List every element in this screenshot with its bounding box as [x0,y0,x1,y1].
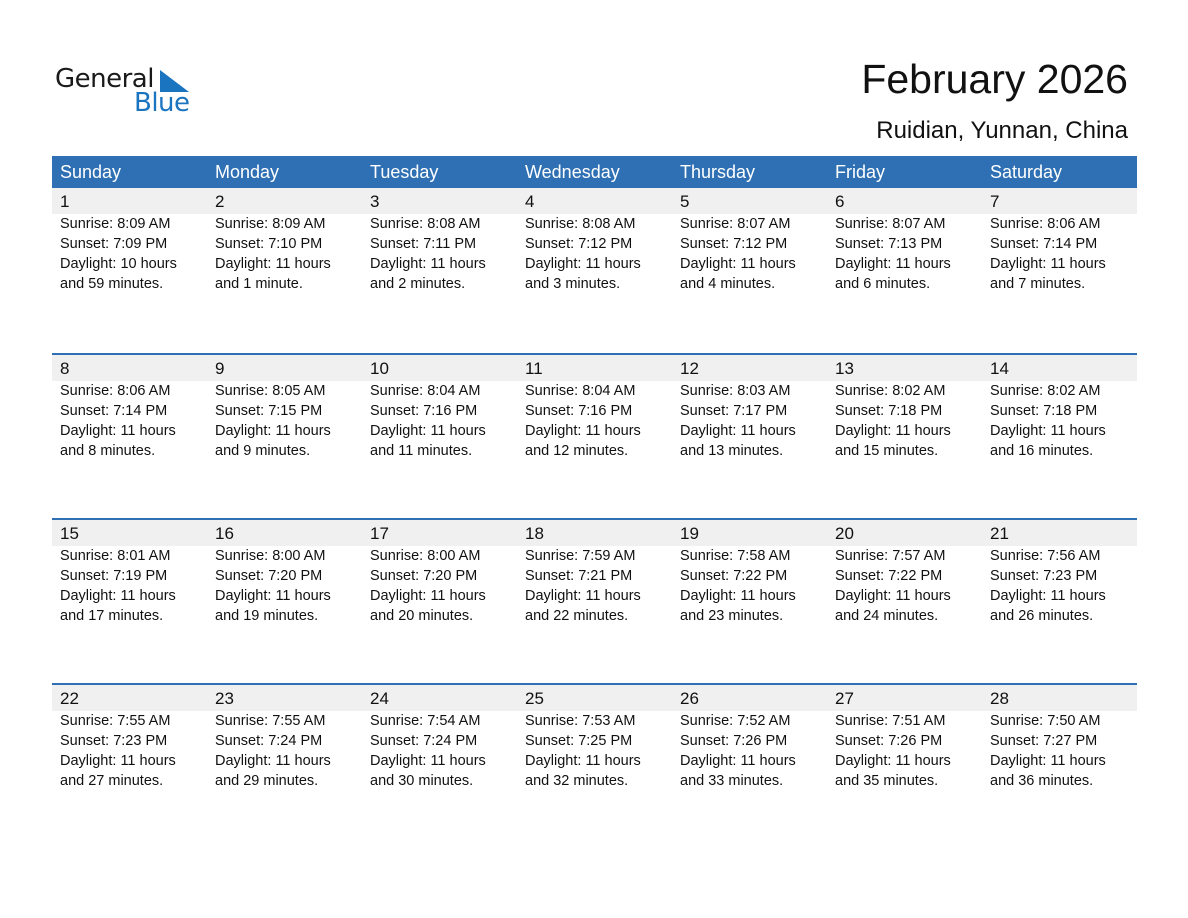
day-number: 20 [835,524,854,543]
day-cell [52,188,207,294]
generalblue-logo [55,62,205,122]
week-cells [52,188,1137,294]
day-cell [517,355,672,461]
daylight-text: Daylight: 11 hours [835,423,951,439]
day-cell [207,685,362,791]
day-cell [672,520,827,626]
sunrise-text: Sunrise: 7:53 AM [525,713,636,729]
sunset-text: Sunset: 7:21 PM [525,568,633,584]
location-subtitle: Ruidian, Yunnan, China [876,117,1128,144]
sunrise-text: Sunrise: 7:58 AM [680,548,791,564]
day-number: 8 [60,359,70,378]
sunset-text: Sunset: 7:20 PM [215,568,323,584]
sunrise-text: Sunrise: 7:54 AM [370,713,481,729]
daylight-text: Daylight: 11 hours [215,423,331,439]
day-number: 28 [990,689,1009,708]
day-cell [517,188,672,294]
daylight-minutes-text: and 22 minutes. [525,608,629,624]
daylight-minutes-text: and 2 minutes. [370,276,466,292]
day-number: 15 [60,524,79,543]
daylight-minutes-text: and 8 minutes. [60,443,156,459]
sunrise-text: Sunrise: 7:59 AM [525,548,636,564]
daylight-text: Daylight: 11 hours [835,753,951,769]
sunset-text: Sunset: 7:11 PM [370,236,477,252]
daylight-minutes-text: and 19 minutes. [215,608,319,624]
sunset-text: Sunset: 7:22 PM [680,568,788,584]
sunset-text: Sunset: 7:18 PM [835,403,943,419]
calendar-grid [52,156,1137,848]
sunset-text: Sunset: 7:16 PM [370,403,478,419]
week-cells [52,520,1137,626]
sunrise-text: Sunrise: 8:04 AM [525,383,636,399]
sunset-text: Sunset: 7:12 PM [525,236,633,252]
daylight-minutes-text: and 9 minutes. [215,443,311,459]
day-cell [827,355,982,461]
daylight-text: Daylight: 11 hours [525,423,641,439]
daylight-text: Daylight: 11 hours [60,753,176,769]
sunrise-text: Sunrise: 7:51 AM [835,713,946,729]
day-number: 6 [835,192,845,211]
day-cell [672,188,827,294]
sunset-text: Sunset: 7:19 PM [60,568,168,584]
daylight-text: Daylight: 11 hours [680,588,796,604]
daylight-text: Daylight: 11 hours [215,256,331,272]
sunset-text: Sunset: 7:12 PM [680,236,788,252]
sunset-text: Sunset: 7:09 PM [60,236,168,252]
sunrise-text: Sunrise: 8:06 AM [60,383,171,399]
sunrise-text: Sunrise: 8:09 AM [215,216,326,232]
day-cell [52,685,207,791]
day-cell [517,685,672,791]
sunrise-text: Sunrise: 7:52 AM [680,713,791,729]
daylight-text: Daylight: 11 hours [525,256,641,272]
week-row [52,683,1137,848]
week-cells [52,685,1137,791]
day-number: 7 [990,192,1000,211]
day-number: 25 [525,689,544,708]
sunset-text: Sunset: 7:24 PM [215,733,323,749]
sunrise-text: Sunrise: 7:50 AM [990,713,1101,729]
daylight-minutes-text: and 32 minutes. [525,773,629,789]
daylight-minutes-text: and 36 minutes. [990,773,1094,789]
sunrise-text: Sunrise: 8:02 AM [835,383,946,399]
sunset-text: Sunset: 7:18 PM [990,403,1098,419]
daylight-minutes-text: and 30 minutes. [370,773,474,789]
daylight-text: Daylight: 11 hours [370,588,486,604]
weekday-header: Thursday [680,162,756,182]
sunrise-text: Sunrise: 8:08 AM [370,216,481,232]
sunset-text: Sunset: 7:24 PM [370,733,478,749]
sunset-text: Sunset: 7:20 PM [370,568,478,584]
day-number: 18 [525,524,544,543]
daylight-text: Daylight: 11 hours [370,423,486,439]
daylight-minutes-text: and 33 minutes. [680,773,784,789]
sunset-text: Sunset: 7:27 PM [990,733,1098,749]
day-number: 5 [680,192,690,211]
day-cell [982,685,1137,791]
daylight-text: Daylight: 11 hours [835,588,951,604]
day-cell [207,520,362,626]
day-cell [52,355,207,461]
logo-text-general: General [55,64,154,94]
daylight-minutes-text: and 3 minutes. [525,276,621,292]
sunrise-text: Sunrise: 8:07 AM [680,216,791,232]
weekday-header: Monday [215,162,280,182]
daylight-text: Daylight: 11 hours [835,256,951,272]
daylight-minutes-text: and 20 minutes. [370,608,474,624]
day-cell [982,520,1137,626]
sunrise-text: Sunrise: 7:56 AM [990,548,1101,564]
day-cell [207,355,362,461]
day-cell [362,685,517,791]
day-cell [517,520,672,626]
day-number: 24 [370,689,389,708]
sunset-text: Sunset: 7:17 PM [680,403,788,419]
day-number: 2 [215,192,225,211]
sunset-text: Sunset: 7:16 PM [525,403,633,419]
daylight-text: Daylight: 11 hours [215,753,331,769]
sunrise-text: Sunrise: 8:09 AM [60,216,171,232]
day-number: 9 [215,359,225,378]
sunrise-text: Sunrise: 8:06 AM [990,216,1101,232]
weekday-header: Sunday [60,162,122,182]
daylight-minutes-text: and 15 minutes. [835,443,939,459]
day-number: 10 [370,359,389,378]
day-number: 16 [215,524,234,543]
sunrise-text: Sunrise: 8:03 AM [680,383,791,399]
sunrise-text: Sunrise: 7:57 AM [835,548,946,564]
day-number: 26 [680,689,699,708]
day-number: 23 [215,689,234,708]
daylight-minutes-text: and 11 minutes. [370,443,473,459]
day-cell [827,685,982,791]
week-cells [52,355,1137,461]
daylight-text: Daylight: 11 hours [60,423,176,439]
daylight-minutes-text: and 59 minutes. [60,276,164,292]
day-number: 4 [525,192,535,211]
weeks-container [52,188,1137,848]
daylight-text: Daylight: 11 hours [370,256,486,272]
sunrise-text: Sunrise: 8:00 AM [215,548,326,564]
day-number: 14 [990,359,1009,378]
daylight-minutes-text: and 29 minutes. [215,773,319,789]
day-cell [362,188,517,294]
daylight-minutes-text: and 6 minutes. [835,276,931,292]
daylight-text: Daylight: 11 hours [680,423,796,439]
sunset-text: Sunset: 7:22 PM [835,568,943,584]
day-number: 13 [835,359,854,378]
day-cell [207,188,362,294]
daylight-minutes-text: and 12 minutes. [525,443,629,459]
sunset-text: Sunset: 7:15 PM [215,403,323,419]
sunrise-text: Sunrise: 8:00 AM [370,548,481,564]
daylight-text: Daylight: 11 hours [525,753,641,769]
daylight-minutes-text: and 23 minutes. [680,608,784,624]
sunset-text: Sunset: 7:23 PM [990,568,1098,584]
sunrise-text: Sunrise: 8:07 AM [835,216,946,232]
daylight-minutes-text: and 17 minutes. [60,608,164,624]
sunrise-text: Sunrise: 8:01 AM [60,548,171,564]
daylight-minutes-text: and 1 minute. [215,276,303,292]
sunset-text: Sunset: 7:13 PM [835,236,943,252]
logo-text-blue: Blue [134,88,190,118]
daylight-text: Daylight: 11 hours [990,423,1106,439]
week-row [52,518,1137,683]
week-row [52,188,1137,353]
daylight-minutes-text: and 16 minutes. [990,443,1094,459]
daylight-text: Daylight: 10 hours [60,256,177,272]
sunrise-text: Sunrise: 8:08 AM [525,216,636,232]
day-number: 11 [525,359,543,378]
weekday-header: Friday [835,162,886,182]
day-number: 27 [835,689,854,708]
day-cell [672,685,827,791]
daylight-minutes-text: and 24 minutes. [835,608,939,624]
day-number: 22 [60,689,79,708]
daylight-minutes-text: and 4 minutes. [680,276,776,292]
week-row [52,353,1137,518]
sunset-text: Sunset: 7:23 PM [60,733,168,749]
daylight-text: Daylight: 11 hours [370,753,486,769]
sunrise-text: Sunrise: 8:02 AM [990,383,1101,399]
daylight-text: Daylight: 11 hours [680,753,796,769]
day-cell [982,188,1137,294]
sunset-text: Sunset: 7:26 PM [680,733,788,749]
day-number: 3 [370,192,380,211]
day-cell [362,520,517,626]
page-title: February 2026 [861,56,1128,102]
daylight-minutes-text: and 27 minutes. [60,773,164,789]
weekday-header: Saturday [990,162,1063,182]
daylight-minutes-text: and 7 minutes. [990,276,1086,292]
day-number: 12 [680,359,699,378]
daylight-minutes-text: and 13 minutes. [680,443,784,459]
sunset-text: Sunset: 7:25 PM [525,733,633,749]
daylight-text: Daylight: 11 hours [680,256,796,272]
daylight-text: Daylight: 11 hours [990,753,1106,769]
sunset-text: Sunset: 7:14 PM [60,403,168,419]
weekday-header: Tuesday [370,162,439,182]
day-number: 1 [60,192,70,211]
day-cell [672,355,827,461]
daylight-text: Daylight: 11 hours [215,588,331,604]
day-number: 17 [370,524,389,543]
weekday-header-row [52,156,1137,188]
day-number: 19 [680,524,699,543]
daylight-minutes-text: and 26 minutes. [990,608,1094,624]
day-cell [362,355,517,461]
daylight-text: Daylight: 11 hours [990,588,1106,604]
sunrise-text: Sunrise: 8:05 AM [215,383,326,399]
daylight-text: Daylight: 11 hours [60,588,176,604]
day-number: 21 [990,524,1009,543]
sunrise-text: Sunrise: 7:55 AM [215,713,326,729]
day-cell [982,355,1137,461]
sunset-text: Sunset: 7:10 PM [215,236,323,252]
sunset-text: Sunset: 7:26 PM [835,733,943,749]
sunset-text: Sunset: 7:14 PM [990,236,1098,252]
day-cell [827,520,982,626]
sunrise-text: Sunrise: 7:55 AM [60,713,171,729]
daylight-text: Daylight: 11 hours [525,588,641,604]
weekday-header: Wednesday [525,162,620,182]
day-cell [52,520,207,626]
day-cell [827,188,982,294]
sunrise-text: Sunrise: 8:04 AM [370,383,481,399]
daylight-minutes-text: and 35 minutes. [835,773,939,789]
daylight-text: Daylight: 11 hours [990,256,1106,272]
